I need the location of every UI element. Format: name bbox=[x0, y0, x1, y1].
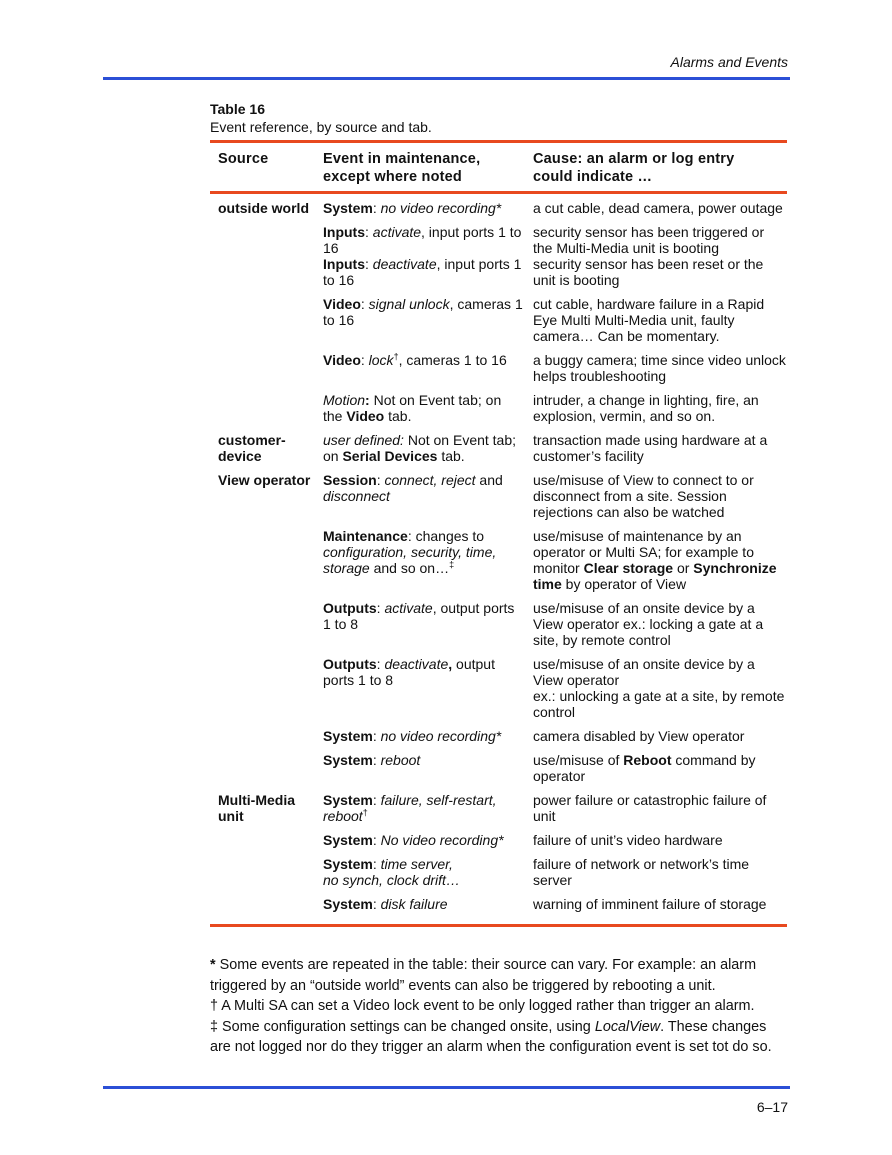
cell-event bbox=[314, 832, 524, 848]
text-segment: , cameras 1 to 16 bbox=[323, 296, 523, 328]
header-cause bbox=[524, 150, 787, 186]
text-segment: Outputs bbox=[323, 656, 377, 672]
text-segment: a cut cable, dead camera, power outage bbox=[533, 200, 783, 216]
table-row bbox=[210, 224, 787, 256]
text-segment: use/misuse of bbox=[533, 752, 624, 768]
text-segment: : bbox=[372, 832, 381, 848]
cell-source bbox=[210, 752, 314, 784]
text-segment: reboot bbox=[380, 752, 421, 768]
text-segment: : bbox=[372, 752, 381, 768]
footnote-ddagger-post: . These changes are not logged nor do they trigger an alarm when the configuration event is set tot do so. bbox=[210, 1018, 772, 1055]
text-segment: disk failure bbox=[380, 896, 448, 912]
header-cause-line1: Cause: an alarm or log entry bbox=[533, 151, 735, 167]
text-segment: ‡ bbox=[449, 559, 455, 570]
text-segment: Serial Devices bbox=[342, 448, 438, 464]
text-segment: Session bbox=[323, 472, 377, 488]
text-segment: † bbox=[362, 807, 368, 818]
cell-event bbox=[314, 392, 524, 424]
cell-cause bbox=[524, 256, 787, 288]
table-row bbox=[210, 752, 787, 784]
text-segment: System bbox=[323, 752, 373, 768]
cell-source bbox=[210, 600, 314, 648]
header-cause-line2: could indicate … bbox=[533, 169, 653, 185]
text-segment: deactivate bbox=[372, 256, 437, 272]
text-segment: Synchronize time bbox=[533, 560, 777, 592]
cell-source bbox=[210, 528, 314, 592]
cell-cause bbox=[524, 352, 787, 384]
text-segment: System bbox=[323, 728, 373, 744]
text-segment: Reboot bbox=[623, 752, 672, 768]
text-segment: tab. bbox=[437, 448, 465, 464]
text-segment: System bbox=[323, 832, 373, 848]
text-segment: use/misuse of View to connect to or disconnect from a site. Session rejections can also be watched bbox=[533, 472, 754, 520]
footnote-dagger: † A Multi SA can set a Video lock event to be only logged rather than trigger an alarm. bbox=[210, 998, 755, 1014]
table-row bbox=[210, 352, 787, 384]
text-segment: transaction made using hardware at a customer’s facility bbox=[533, 432, 768, 464]
text-segment: power failure or catastrophic failure of unit bbox=[533, 792, 767, 824]
text-segment: , output ports 1 to 8 bbox=[323, 600, 515, 632]
cell-source bbox=[210, 392, 314, 424]
text-segment: command by operator bbox=[533, 752, 756, 784]
text-segment: ex.: unlocking a gate at a site, by remote control bbox=[533, 688, 785, 720]
table-row bbox=[210, 432, 787, 464]
text-segment: deactivate bbox=[384, 656, 449, 672]
cell-event bbox=[314, 728, 524, 744]
cell-cause bbox=[524, 856, 787, 888]
text-segment: , bbox=[448, 656, 453, 672]
text-segment: output ports 1 to 8 bbox=[323, 656, 495, 688]
cell-cause bbox=[524, 656, 787, 720]
cell-event bbox=[314, 296, 524, 344]
table-row bbox=[210, 528, 787, 592]
text-segment: intruder, a change in lighting, fire, an explosion, vermin, and so on. bbox=[533, 392, 759, 424]
header-event-line1: Event in maintenance, bbox=[323, 151, 481, 167]
cell-source: Multi-Media unit bbox=[218, 792, 295, 824]
text-segment: disconnect bbox=[323, 488, 390, 504]
footnotes bbox=[210, 955, 790, 1058]
text-segment: connect, reject bbox=[384, 472, 476, 488]
cell-event bbox=[314, 224, 524, 256]
cell-cause bbox=[524, 472, 787, 520]
table-caption bbox=[210, 100, 432, 136]
text-segment: System bbox=[323, 200, 373, 216]
cell-cause bbox=[524, 392, 787, 424]
cell-source bbox=[210, 856, 314, 888]
cell-cause bbox=[524, 792, 787, 824]
cell-event bbox=[314, 856, 524, 888]
footnote-star-mark: * bbox=[210, 957, 216, 973]
table-row bbox=[210, 792, 787, 824]
cell-cause bbox=[524, 600, 787, 648]
text-segment: activate bbox=[384, 600, 433, 616]
page-number: 6–17 bbox=[756, 1099, 788, 1115]
table-header-row bbox=[210, 143, 787, 191]
cell-event bbox=[314, 752, 524, 784]
text-segment: tab. bbox=[384, 408, 412, 424]
cell-cause bbox=[524, 296, 787, 344]
cell-event bbox=[314, 352, 524, 384]
text-segment: and so on… bbox=[369, 560, 450, 576]
table-row bbox=[210, 832, 787, 848]
text-segment: no video recording* bbox=[380, 728, 502, 744]
table-body bbox=[210, 194, 787, 924]
text-segment: Motion bbox=[323, 392, 366, 408]
text-segment: Clear storage bbox=[583, 560, 674, 576]
cell-cause bbox=[524, 200, 787, 216]
table-number: Table 16 bbox=[210, 101, 265, 117]
text-segment: : bbox=[365, 256, 373, 272]
cell-source bbox=[210, 296, 314, 344]
header-source: Source bbox=[218, 151, 269, 167]
footnote-ddagger-pre: ‡ Some configuration settings can be changed onsite, using bbox=[210, 1018, 595, 1035]
header-event-line2: except where noted bbox=[323, 169, 462, 185]
text-segment: activate bbox=[372, 224, 422, 240]
text-segment: signal unlock bbox=[368, 296, 450, 312]
footnote-double-dagger bbox=[210, 1017, 790, 1058]
cell-event bbox=[314, 792, 524, 824]
cell-event bbox=[314, 200, 524, 216]
text-segment: use/misuse of maintenance by an operator or Multi SA; for example to monitor bbox=[533, 528, 754, 576]
cell-source bbox=[210, 656, 314, 720]
table-row bbox=[210, 896, 787, 912]
text-segment: lock bbox=[368, 352, 394, 368]
cell-source: outside world bbox=[218, 200, 309, 216]
table-row bbox=[210, 728, 787, 744]
text-segment: Video bbox=[346, 408, 385, 424]
header-event bbox=[314, 150, 524, 186]
text-segment: camera disabled by View operator bbox=[533, 728, 745, 744]
text-segment: : bbox=[372, 792, 381, 808]
cell-cause bbox=[524, 728, 787, 744]
text-segment: System bbox=[323, 856, 373, 872]
text-segment: Inputs bbox=[323, 224, 365, 240]
table-row bbox=[210, 392, 787, 424]
cell-event bbox=[314, 256, 524, 288]
text-segment: : bbox=[365, 392, 370, 408]
text-segment: , cameras 1 to 16 bbox=[398, 352, 507, 368]
cell-event bbox=[314, 432, 524, 464]
cell-event bbox=[314, 528, 524, 592]
text-segment: Video bbox=[323, 296, 361, 312]
text-segment: security sensor has been triggered or the Multi-Media unit is booting bbox=[533, 224, 765, 256]
text-segment: warning of imminent failure of storage bbox=[533, 896, 767, 912]
text-segment: : bbox=[372, 896, 381, 912]
text-segment: failure of unit’s video hardware bbox=[533, 832, 723, 848]
text-segment: : bbox=[360, 352, 369, 368]
text-segment: use/misuse of an onsite device by a View operator ex.: locking a gate at a site, by remote control bbox=[533, 600, 764, 648]
table-row bbox=[210, 296, 787, 344]
footnote-ddagger-italic: LocalView bbox=[594, 1018, 661, 1035]
event-reference-table bbox=[210, 140, 787, 927]
text-segment: time server, bbox=[380, 856, 453, 872]
table-row bbox=[210, 856, 787, 888]
table-row bbox=[210, 472, 787, 520]
footnote-star bbox=[210, 955, 790, 996]
text-segment: failure, self-restart, reboot bbox=[323, 792, 497, 824]
text-segment: and bbox=[475, 472, 503, 488]
table-caption-text: Event reference, by source and tab. bbox=[210, 119, 432, 135]
cell-cause bbox=[524, 224, 787, 256]
cell-cause bbox=[524, 896, 787, 912]
text-segment: Not on Event tab; on the bbox=[323, 392, 502, 424]
text-segment: a buggy camera; time since video unlock helps troubleshooting bbox=[533, 352, 786, 384]
table-row bbox=[210, 600, 787, 648]
text-segment: cut cable, hardware failure in a Rapid Eye Multi Multi-Media unit, faulty camera… Can be momentary. bbox=[533, 296, 765, 344]
cell-event bbox=[314, 600, 524, 648]
text-segment: failure of network or network’s time server bbox=[533, 856, 750, 888]
text-segment: , input ports 1 to 16 bbox=[323, 256, 522, 288]
text-segment: No video recording* bbox=[380, 832, 504, 848]
text-segment: : bbox=[365, 224, 373, 240]
cell-cause bbox=[524, 432, 787, 464]
text-segment: : bbox=[372, 728, 381, 744]
cell-source bbox=[210, 728, 314, 744]
text-segment: Maintenance bbox=[323, 528, 408, 544]
cell-cause bbox=[524, 832, 787, 848]
cell-source bbox=[210, 224, 314, 256]
cell-event bbox=[314, 656, 524, 720]
text-segment: by operator of View bbox=[561, 576, 687, 592]
text-segment: Outputs bbox=[323, 600, 377, 616]
text-segment: Inputs bbox=[323, 256, 365, 272]
table-bottom-rule bbox=[210, 924, 787, 927]
cell-source: View operator bbox=[218, 472, 311, 488]
text-segment: † bbox=[393, 351, 399, 362]
footer-rule bbox=[103, 1086, 790, 1089]
cell-source bbox=[210, 256, 314, 288]
text-segment: : bbox=[376, 472, 385, 488]
text-segment: configuration, security, time, storage bbox=[323, 544, 497, 576]
text-segment: Not on Event tab; on bbox=[323, 432, 517, 464]
text-segment: : bbox=[376, 656, 385, 672]
table-row bbox=[210, 200, 787, 216]
text-segment: : bbox=[372, 200, 381, 216]
text-segment: System bbox=[323, 896, 373, 912]
text-segment: Video bbox=[323, 352, 361, 368]
text-segment: or bbox=[673, 560, 694, 576]
cell-source bbox=[210, 896, 314, 912]
text-segment: : bbox=[372, 856, 381, 872]
text-segment: : bbox=[376, 600, 385, 616]
header-rule bbox=[103, 77, 790, 80]
running-header: Alarms and Events bbox=[670, 54, 788, 70]
cell-event bbox=[314, 472, 524, 520]
table-row bbox=[210, 256, 787, 288]
text-segment: no video recording* bbox=[380, 200, 502, 216]
cell-source: customer-device bbox=[218, 432, 286, 464]
text-segment: no synch, clock drift… bbox=[323, 872, 460, 888]
text-segment: , input ports 1 to 16 bbox=[323, 224, 522, 256]
text-segment: System bbox=[323, 792, 373, 808]
text-segment: security sensor has been reset or the unit is booting bbox=[533, 256, 764, 288]
cell-source bbox=[210, 832, 314, 848]
cell-cause bbox=[524, 752, 787, 784]
text-segment: user defined: bbox=[323, 432, 404, 448]
text-segment: use/misuse of an onsite device by a View operator bbox=[533, 656, 755, 688]
cell-source bbox=[210, 352, 314, 384]
cell-event bbox=[314, 896, 524, 912]
cell-cause bbox=[524, 528, 787, 592]
text-segment: : bbox=[360, 296, 369, 312]
footnote-star-text: Some events are repeated in the table: their source can vary. For example: an alarm triggered by an “outside world” events can also be triggered by rebooting a unit. bbox=[210, 957, 757, 994]
text-segment: : changes to bbox=[407, 528, 485, 544]
table-row bbox=[210, 656, 787, 720]
